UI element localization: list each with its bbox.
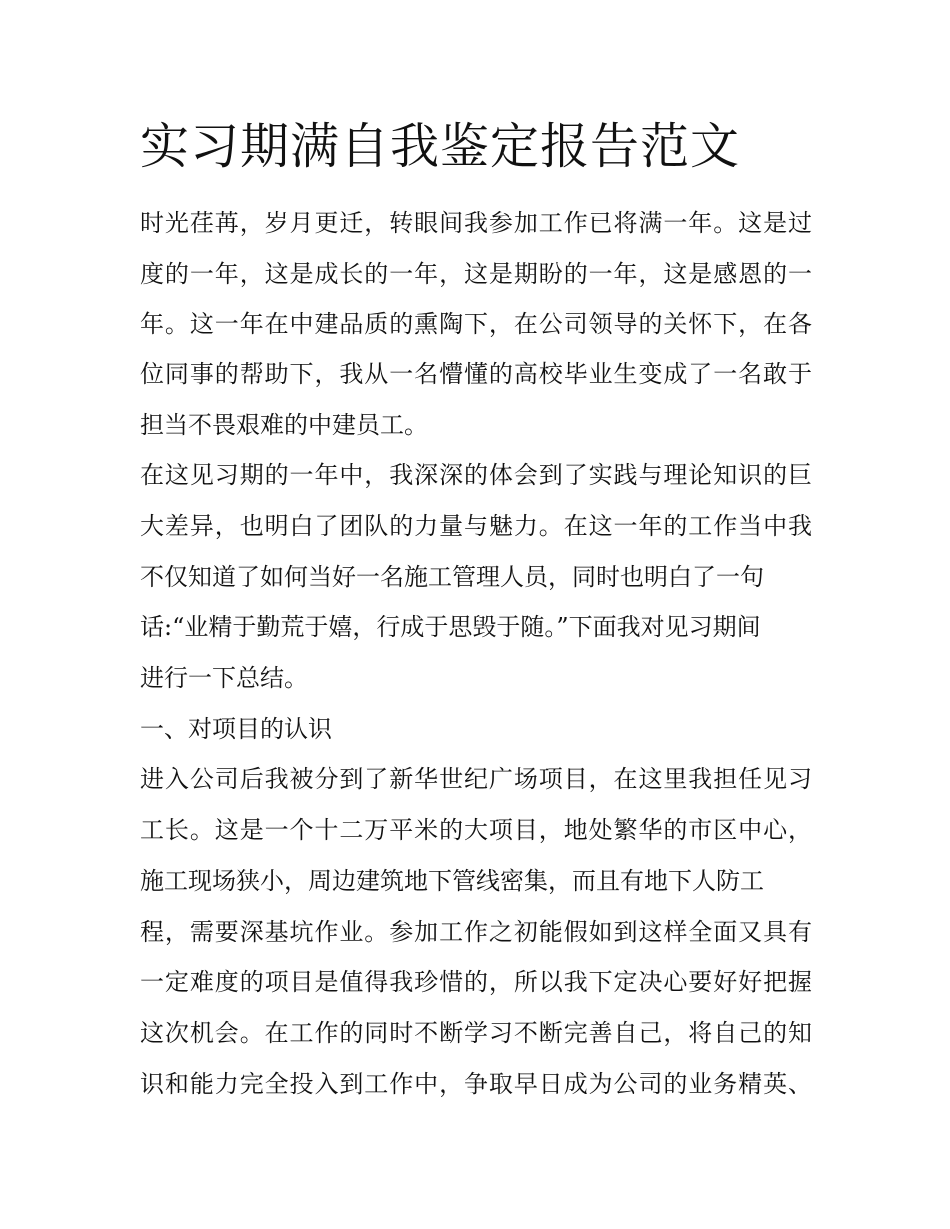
paragraph-line: 工长。这是一个十二万平米的大项目，地处繁华的市区中心， xyxy=(140,816,812,844)
paragraph-line: 话:“业精于勤荒于嬉，行成于思毁于随。”下面我对见习期间 xyxy=(140,613,761,641)
paragraph-line: 程，需要深基坑作业。参加工作之初能假如到这样全面又具有 xyxy=(140,918,812,946)
paragraph-line: 这次机会。在工作的同时不断学习不断完善自己，将自己的知 xyxy=(140,1019,812,1047)
paragraph-line: 年。这一年在中建品质的熏陶下，在公司领导的关怀下，在各 xyxy=(140,310,812,338)
paragraph-line: 度的一年，这是成长的一年，这是期盼的一年，这是感恩的一 xyxy=(140,260,812,288)
paragraph-line: 位同事的帮助下，我从一名懵懂的高校毕业生变成了一名敢于 xyxy=(140,360,812,388)
paragraph-line: 进入公司后我被分到了新华世纪广场项目，在这里我担任见习 xyxy=(140,765,812,793)
document-title: 实习期满自我鉴定报告范文 xyxy=(140,118,741,175)
paragraph-line: 大差异，也明白了团队的力量与魅力。在这一年的工作当中我 xyxy=(140,512,812,540)
paragraph-line: 担当不畏艰难的中建员工。 xyxy=(140,411,428,439)
paragraph-line: 在这见习期的一年中，我深深的体会到了实践与理论知识的巨 xyxy=(140,461,812,489)
paragraph-line: 识和能力完全投入到工作中，争取早日成为公司的业务精英、 xyxy=(140,1070,812,1098)
section-heading: 一、对项目的认识 xyxy=(140,715,332,743)
paragraph-line: 时光荏苒，岁月更迁，转眼间我参加工作已将满一年。这是过 xyxy=(140,209,812,237)
paragraph-line: 一定难度的项目是值得我珍惜的，所以我下定决心要好好把握 xyxy=(140,968,812,996)
paragraph-line: 不仅知道了如何当好一名施工管理人员，同时也明白了一句 xyxy=(140,563,764,591)
paragraph-line: 进行一下总结。 xyxy=(140,664,308,692)
paragraph-line: 施工现场狭小，周边建筑地下管线密集，而且有地下人防工 xyxy=(140,867,764,895)
